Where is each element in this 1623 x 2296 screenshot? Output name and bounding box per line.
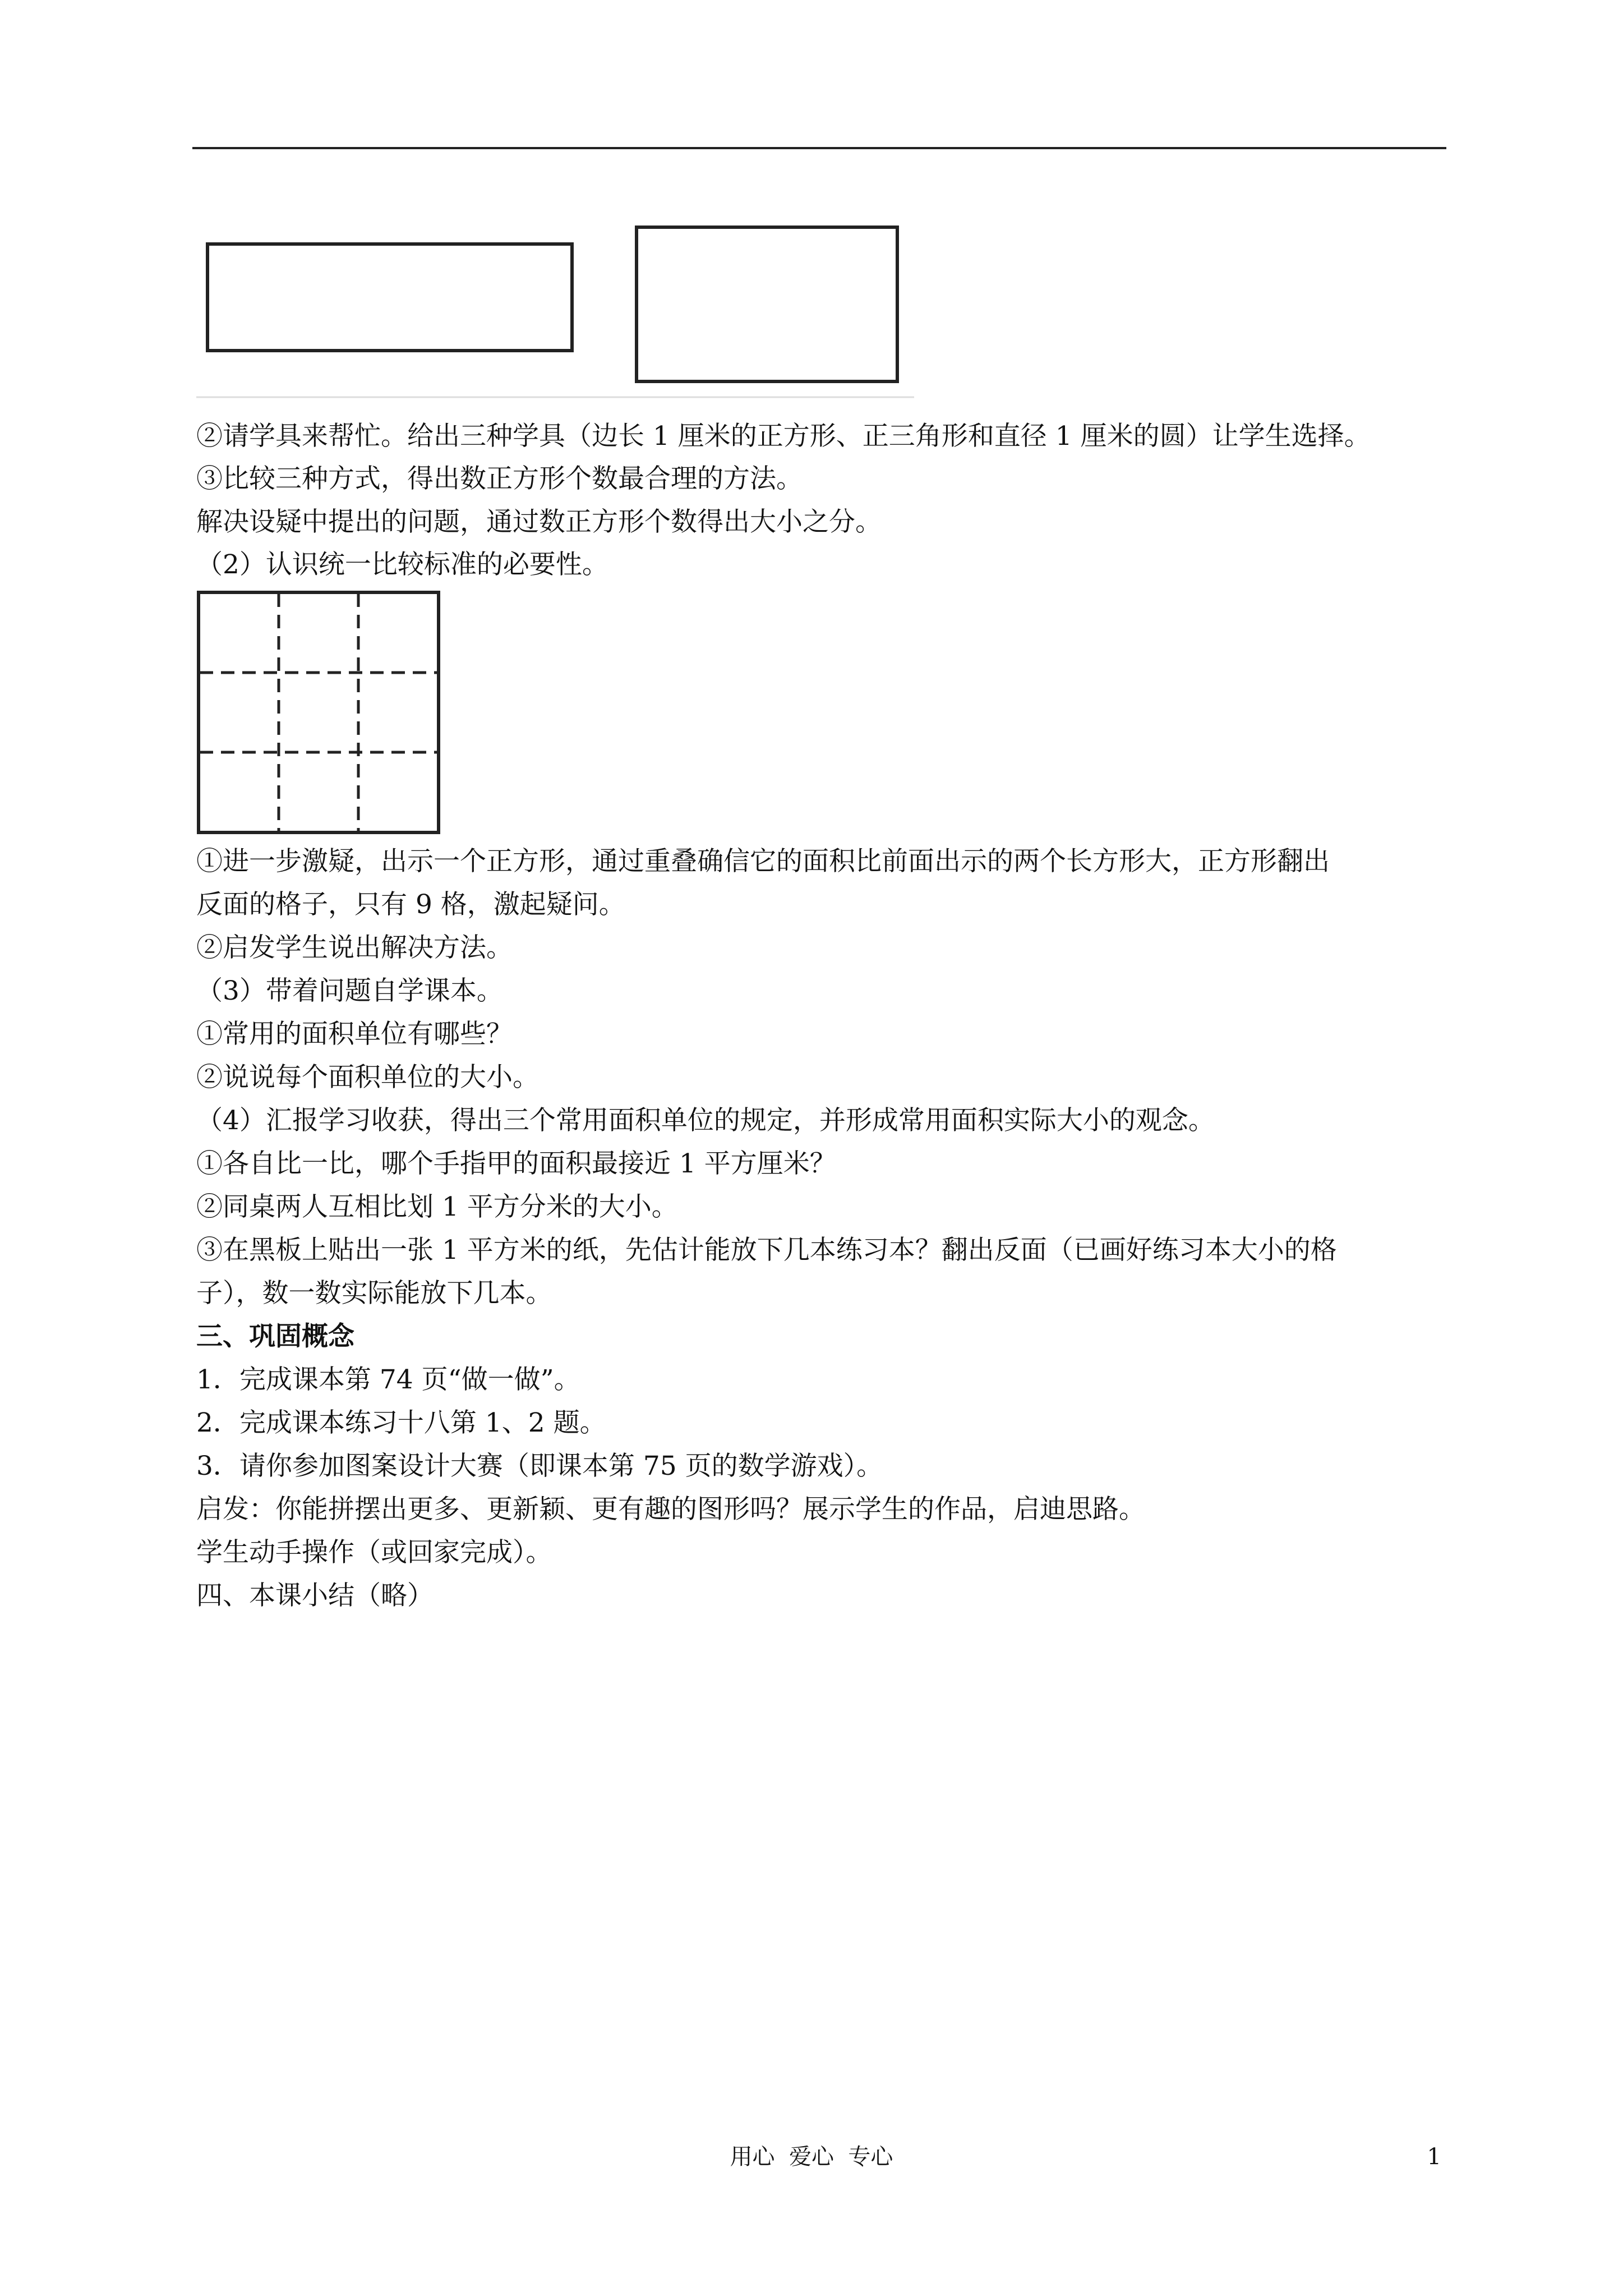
text-line-section-4: （4）汇报学习收获，得出三个常用面积单位的规定，并形成常用面积实际大小的观念。 [196,1105,1215,1136]
two-rectangles-figure [196,222,920,404]
text-line-section-2: （2）认识统一比较标准的必要性。 [196,549,608,580]
footer-slogan: 用心 爱心 专心 [730,2144,893,2170]
text-line-solve-question: 解决设疑中提出的问题，通过数正方形个数得出大小之分。 [196,507,882,537]
page-number: 1 [1427,2144,1441,2170]
text-line-inspire-solution: ②启发学生说出解决方法。 [196,932,513,963]
text-line-further-question: ①进一步激疑，出示一个正方形，通过重叠确信它的面积比前面出示的两个长方形大，正方形翻出 [196,846,1330,877]
text-line-common-units: ①常用的面积单位有哪些？ [196,1019,513,1050]
near-square-rectangle [637,227,897,381]
text-line-tools-help: ②请学具来帮忙。给出三种学具（边长 1 厘米的正方形、正三角形和直径 1 厘米的圆）让学生选择。 [196,421,1371,452]
section-heading-consolidate: 三、巩固概念 [196,1321,354,1352]
text-line-square-decimeter: ②同桌两人互相比划 1 平方分米的大小。 [196,1191,678,1222]
long-rectangle [208,244,572,351]
text-line-compare-methods: ③比较三种方式，得出数正方形个数最合理的方法。 [196,463,803,494]
text-line-hands-on: 学生动手操作（或回家完成）。 [196,1537,552,1568]
text-line-nine-cells: 反面的格子，只有 9 格，激起疑问。 [196,889,625,920]
text-line-unit-sizes: ②说说每个面积单位的大小。 [196,1062,539,1093]
section-heading-summary: 四、本课小结（略） [196,1580,434,1611]
text-line-inspiration: 启发：你能拼摆出更多、更新颖、更有趣的图形吗？展示学生的作品，启迪思路。 [196,1494,1145,1525]
text-line-exercise-1: 1．完成课本第 74 页“做一做”。 [196,1364,580,1395]
text-line-exercise-2: 2．完成课本练习十八第 1、2 题。 [196,1407,606,1438]
text-line-count-books: 子），数一数实际能放下几本。 [196,1278,552,1309]
header-rule [192,147,1446,149]
text-line-section-3: （3）带着问题自学课本。 [196,976,503,1006]
text-line-exercise-3: 3．请你参加图案设计大赛（即课本第 75 页的数学游戏）。 [196,1451,883,1481]
dashed-grid-square-figure [196,590,441,835]
text-line-fingernail: ①各自比一比，哪个手指甲的面积最接近 1 平方厘米？ [196,1148,836,1179]
grid-square-outline [199,592,439,832]
text-line-square-meter: ③在黑板上贴出一张 1 平方米的纸，先估计能放下几本练习本？翻出反面（已画好练习本大小的格 [196,1235,1337,1266]
